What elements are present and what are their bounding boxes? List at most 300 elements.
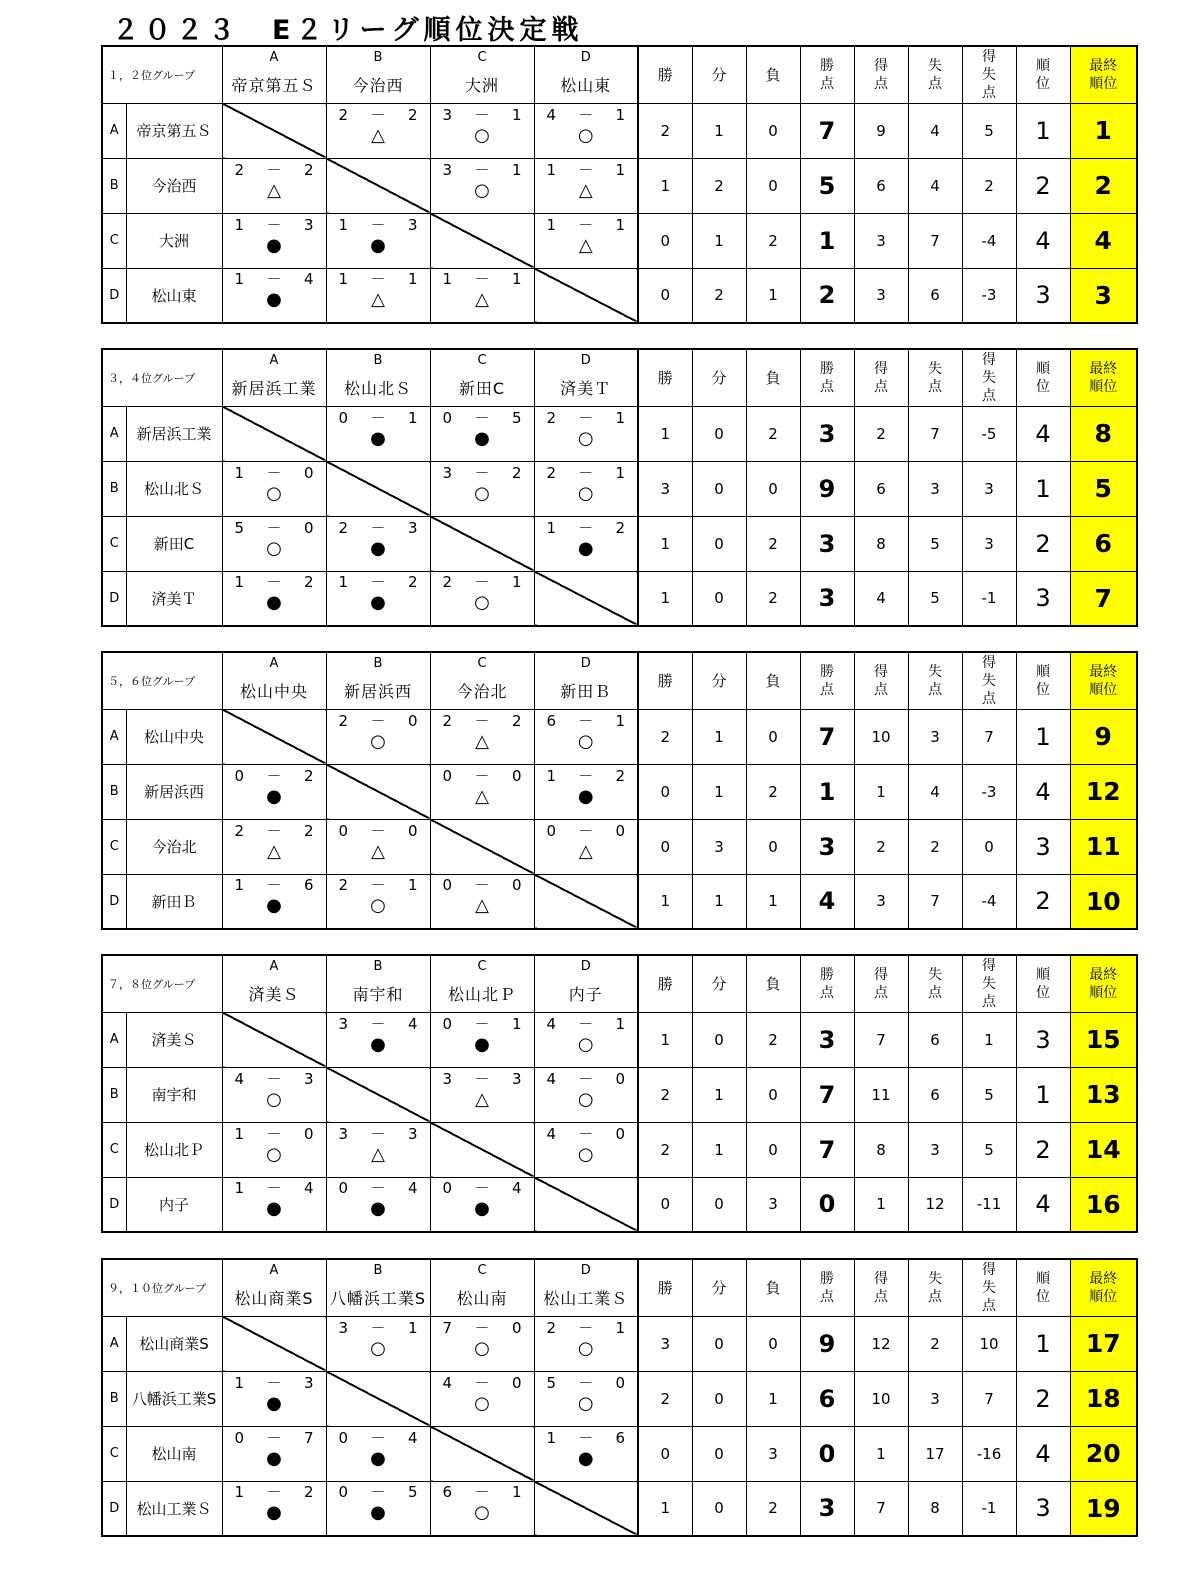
goals-against-value: 4 [908,103,962,158]
score-left: 2 [338,518,349,537]
draws-value: 0 [692,406,746,461]
header-char: 点 [982,84,996,101]
table-row [102,1122,1137,1177]
column-team-name: 松山北Ｓ [326,370,430,406]
header-char: 順 [1036,663,1050,680]
goals-for-value: 8 [854,516,908,571]
score-left: 1 [338,573,349,592]
row-team-name: 八幡浜工業S [126,1371,222,1426]
points-value: 3 [800,406,854,461]
header-char: 点 [874,984,888,1001]
header-char: 順位 [1089,1288,1118,1305]
score-right: 3 [407,518,418,537]
goal-diff-value: 10 [962,1316,1016,1371]
goals-for-value: 11 [854,1067,908,1122]
score-right: 2 [511,711,522,730]
match-cell [534,461,638,516]
score-dash: － [370,1124,386,1143]
draws-value: 0 [692,1177,746,1232]
self-match-cell [430,819,534,874]
result-mark: ○ [370,1337,386,1359]
wins-value: 0 [638,764,692,819]
score-left: 3 [442,105,453,124]
column-letter: D [534,46,638,67]
score-dash: － [370,1179,386,1198]
rank-value: 4 [1016,213,1070,268]
header-char: 点 [874,681,888,698]
score-right: 0 [407,711,418,730]
score-left: 0 [234,766,245,785]
score-right: 2 [407,573,418,592]
column-letter: B [326,955,430,976]
score-right: 5 [511,408,522,427]
row-team-name: 新居浜工業 [126,406,222,461]
result-mark: ○ [474,592,490,614]
losses-value: 0 [746,103,800,158]
goals-against-value: 6 [908,1067,962,1122]
losses-value: 1 [746,874,800,929]
score-right: 3 [511,1069,522,1088]
losses-value: 0 [746,1122,800,1177]
score-dash: － [578,215,594,234]
rank-value: 4 [1016,1177,1070,1232]
match-cell [326,516,430,571]
goals-against-value: 17 [908,1426,962,1481]
result-mark: ● [370,234,386,256]
group-label: ３，４位グループ [102,349,222,406]
column-team-name: 済美Ｔ [534,370,638,406]
row-letter: B [102,1371,126,1426]
wins-value: 0 [638,1177,692,1232]
final-rank-value: 16 [1070,1177,1137,1232]
self-match-cell [430,516,534,571]
header-char: 失 [928,663,942,680]
self-match-cell [534,1481,638,1536]
row-letter: B [102,764,126,819]
result-mark: ○ [474,1502,490,1524]
goals-for-value: 6 [854,461,908,516]
score-dash: － [370,215,386,234]
row-team-name: 松山北Ｐ [126,1122,222,1177]
score-left: 1 [338,215,349,234]
losses-header: 負 [746,46,800,103]
result-mark: ● [370,427,386,449]
score-dash: － [474,1483,490,1502]
goals-for-value: 3 [854,874,908,929]
points-value: 1 [800,764,854,819]
score-dash: － [578,1373,594,1392]
losses-header: 負 [746,349,800,406]
draws-value: 1 [692,1122,746,1177]
final-rank-header [1070,46,1137,103]
table-row [102,516,1137,571]
header-char: 最終 [1089,360,1118,377]
header-char: 最終 [1089,1270,1118,1287]
column-team-name: 松山商業S [222,1280,326,1316]
goals-against-value: 8 [908,1481,962,1536]
match-score [327,107,430,123]
rank-value: 3 [1016,1012,1070,1067]
score-dash: － [370,270,386,289]
header-char: 失 [928,360,942,377]
score-dash: － [266,573,282,592]
score-left: 0 [338,1483,349,1502]
score-right: 1 [511,270,522,289]
wins-header: 勝 [638,46,692,103]
match-cell [430,1481,534,1536]
losses-value: 1 [746,268,800,323]
score-left: 4 [442,1373,453,1392]
score-left: 0 [338,1428,349,1447]
wins-header: 勝 [638,1259,692,1316]
final-rank-header [1070,1259,1137,1316]
header-row [102,652,1137,673]
match-cell [430,1067,534,1122]
header-char: 勝 [820,1270,834,1287]
result-mark: ○ [577,1337,594,1359]
score-dash: － [578,1069,594,1088]
row-letter: A [102,1012,126,1067]
match-score [431,768,534,784]
wins-value: 1 [638,1012,692,1067]
score-right: 1 [615,408,625,427]
score-dash: － [266,821,282,840]
table-row [102,1067,1137,1122]
match-cell [430,709,534,764]
final-rank-header [1070,349,1137,406]
row-letter: D [102,874,126,929]
draws-header: 分 [692,652,746,709]
losses-value: 3 [746,1177,800,1232]
goals-against-value: 2 [908,819,962,874]
group-label: ９，１０位グループ [102,1259,222,1316]
goals-for-value: 3 [854,268,908,323]
header-char: 点 [928,378,942,395]
goals-for-value: 10 [854,1371,908,1426]
final-rank-header [1070,652,1137,709]
rank-value: 1 [1016,103,1070,158]
column-letter: B [326,46,430,67]
draws-value: 0 [692,461,746,516]
header-char: 得 [874,1270,888,1287]
draws-value: 2 [692,158,746,213]
header-char: 最終 [1089,57,1118,74]
goal-diff-header [962,1259,1016,1316]
result-mark: △ [267,179,281,201]
goal-diff-value: -11 [962,1177,1016,1232]
goal-diff-value: 3 [962,516,1016,571]
column-team-name: 松山北Ｐ [430,976,534,1012]
match-cell [534,1316,638,1371]
rank-value: 2 [1016,1122,1070,1177]
rank-value: 2 [1016,1371,1070,1426]
score-left: 6 [546,711,557,730]
score-dash: － [266,1483,282,1502]
row-team-name: 南宇和 [126,1067,222,1122]
rank-value: 3 [1016,819,1070,874]
header-char: 点 [928,984,942,1001]
header-char: 得 [982,48,996,65]
match-score [431,107,534,123]
score-left: 1 [234,573,245,592]
table-row [102,406,1137,461]
goals-for-header [854,955,908,1012]
column-team-name: 大洲 [430,67,534,103]
match-cell [326,1426,430,1481]
match-score [223,574,326,590]
wins-value: 0 [638,268,692,323]
column-letter: C [430,652,534,673]
score-left: 2 [234,821,245,840]
row-letter: A [102,1316,126,1371]
goals-for-value: 1 [854,764,908,819]
score-right: 1 [407,1318,418,1337]
draws-header: 分 [692,1259,746,1316]
score-dash: － [474,711,490,730]
score-dash: － [370,518,386,537]
match-cell [326,1316,430,1371]
final-rank-value: 17 [1070,1316,1137,1371]
result-mark: ● [577,537,594,559]
table-row [102,268,1137,323]
match-cell [326,213,430,268]
match-cell [222,158,326,213]
goals-against-value: 12 [908,1177,962,1232]
match-cell [534,213,638,268]
goals-for-value: 2 [854,819,908,874]
header-char: 順位 [1089,378,1118,395]
goal-diff-value: 3 [962,461,1016,516]
self-match-cell [430,1122,534,1177]
match-score [535,465,638,481]
match-score [223,1430,326,1446]
match-score [535,520,638,536]
draws-value: 0 [692,1481,746,1536]
losses-value: 0 [746,1316,800,1371]
score-left: 4 [546,1069,557,1088]
rank-header [1016,349,1070,406]
match-cell [326,571,430,626]
points-value: 3 [800,1012,854,1067]
result-mark: △ [267,840,281,862]
row-letter: A [102,103,126,158]
result-mark: ○ [474,124,490,146]
match-cell [326,268,430,323]
score-right: 0 [303,518,314,537]
header-char: 点 [982,1297,996,1314]
score-right: 0 [407,821,418,840]
column-letter: A [222,652,326,673]
column-team-name: 内子 [534,976,638,1012]
self-match-cell [222,709,326,764]
score-left: 4 [546,1124,557,1143]
score-dash: － [266,270,282,289]
match-score [327,271,430,287]
match-score [431,574,534,590]
points-value: 6 [800,1371,854,1426]
match-score [327,1180,430,1196]
score-dash: － [578,1428,594,1447]
draws-header: 分 [692,46,746,103]
table-row [102,1316,1137,1371]
score-right: 4 [407,1428,418,1447]
match-score [327,1430,430,1446]
result-mark: △ [371,1143,385,1165]
goals-for-value: 8 [854,1122,908,1177]
header-char: 失 [982,975,996,992]
table-row [102,571,1137,626]
score-right: 2 [615,518,625,537]
match-score [327,1126,430,1142]
score-left: 1 [546,215,557,234]
goal-diff-value: 7 [962,1371,1016,1426]
score-left: 1 [234,1124,245,1143]
match-score [223,768,326,784]
score-left: 1 [546,766,557,785]
score-right: 3 [407,1124,418,1143]
points-value: 9 [800,461,854,516]
score-left: 1 [234,215,245,234]
match-cell [326,819,430,874]
header-char: 失 [928,57,942,74]
score-dash: － [370,1483,386,1502]
score-left: 4 [546,105,557,124]
group-table [101,348,1138,627]
score-dash: － [474,876,490,895]
score-dash: － [474,1179,490,1198]
goal-diff-header [962,349,1016,406]
match-cell [222,1067,326,1122]
goals-against-value: 5 [908,571,962,626]
losses-value: 0 [746,819,800,874]
score-right: 2 [511,463,522,482]
row-letter: D [102,1177,126,1232]
score-dash: － [266,1179,282,1198]
score-right: 1 [615,1318,625,1337]
header-char: 順 [1036,360,1050,377]
final-rank-value: 4 [1070,213,1137,268]
points-value: 7 [800,709,854,764]
row-letter: D [102,571,126,626]
self-match-cell [430,1426,534,1481]
score-dash: － [474,1014,490,1033]
score-left: 0 [546,821,557,840]
goal-diff-value: -16 [962,1426,1016,1481]
result-mark: ○ [577,427,594,449]
match-score [535,1320,638,1336]
score-right: 3 [303,215,314,234]
losses-value: 2 [746,516,800,571]
match-cell [534,709,638,764]
result-mark: △ [475,289,489,311]
result-mark: ● [266,1502,282,1524]
losses-header: 負 [746,955,800,1012]
wins-header: 勝 [638,349,692,406]
final-rank-value: 12 [1070,764,1137,819]
score-right: 1 [615,105,625,124]
result-mark: △ [578,234,593,256]
goals-for-header [854,349,908,406]
match-cell [326,874,430,929]
goal-diff-value: -1 [962,1481,1016,1536]
rank-value: 4 [1016,764,1070,819]
score-left: 0 [442,408,453,427]
column-letter: D [534,955,638,976]
result-mark: ○ [577,1143,594,1165]
draws-value: 0 [692,516,746,571]
losses-header: 負 [746,652,800,709]
result-mark: ● [266,592,282,614]
result-mark: ○ [266,1143,282,1165]
table-row [102,874,1137,929]
goal-diff-header [962,652,1016,709]
result-mark: △ [475,1088,489,1110]
match-score [431,465,534,481]
header-char: 点 [982,690,996,707]
header-char: 順 [1036,57,1050,74]
group-table [101,1258,1138,1537]
final-rank-value: 6 [1070,516,1137,571]
match-cell [430,1177,534,1232]
header-char: 最終 [1089,966,1118,983]
header-char: 得 [982,351,996,368]
match-cell [430,764,534,819]
header-char: 得 [982,957,996,974]
score-right: 4 [303,1179,314,1198]
match-score [327,520,430,536]
goals-for-value: 1 [854,1426,908,1481]
match-cell [534,103,638,158]
final-rank-value: 10 [1070,874,1137,929]
match-score [223,1484,326,1500]
match-cell [222,764,326,819]
rank-header [1016,955,1070,1012]
draws-value: 1 [692,213,746,268]
score-left: 0 [338,1179,349,1198]
result-mark: ○ [370,895,386,917]
draws-value: 0 [692,1012,746,1067]
rank-value: 1 [1016,461,1070,516]
match-cell [222,213,326,268]
score-right: 0 [303,1124,314,1143]
result-mark: ● [370,1447,386,1469]
goals-against-value: 7 [908,213,962,268]
wins-value: 1 [638,1481,692,1536]
match-score [327,217,430,233]
result-mark: ● [266,1392,282,1414]
row-letter: B [102,461,126,516]
group-label: ７，８位グループ [102,955,222,1012]
score-left: 1 [546,160,557,179]
points-value: 7 [800,1067,854,1122]
score-left: 2 [338,105,349,124]
score-right: 6 [615,1428,625,1447]
goal-diff-value: 2 [962,158,1016,213]
score-left: 0 [234,1428,245,1447]
column-letter: D [534,1259,638,1280]
match-cell [222,571,326,626]
self-match-cell [326,461,430,516]
draws-value: 0 [692,1426,746,1481]
table-row [102,461,1137,516]
score-left: 0 [442,1014,453,1033]
row-letter: B [102,1067,126,1122]
match-score [431,1320,534,1336]
wins-header: 勝 [638,652,692,709]
score-dash: － [578,408,594,427]
final-rank-value: 5 [1070,461,1137,516]
self-match-cell [222,406,326,461]
